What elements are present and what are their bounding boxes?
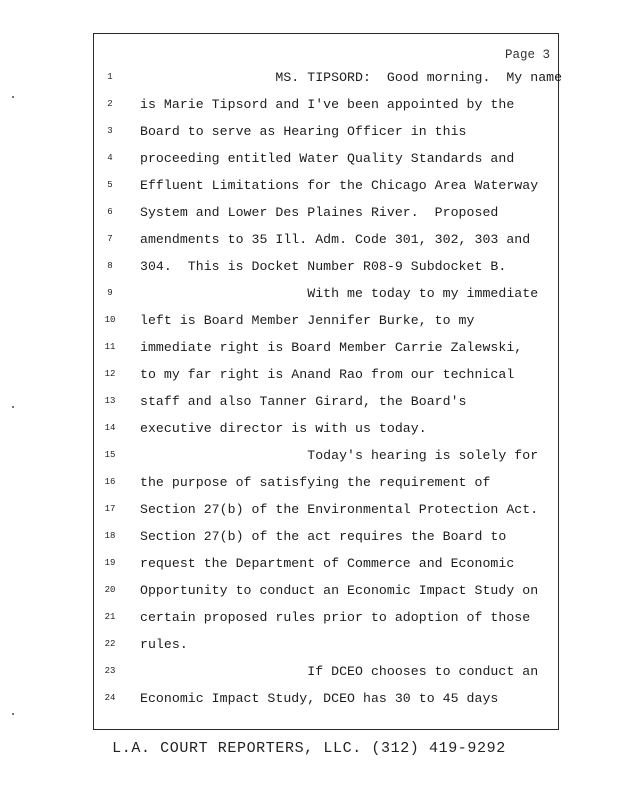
line-number: 7 <box>107 234 113 244</box>
transcript-page <box>93 33 563 730</box>
line-text: amendments to 35 Ill. Adm. Code 301, 302, 303 and <box>140 232 531 247</box>
line-text: is Marie Tipsord and I've been appointed by the <box>140 97 515 112</box>
transcript-line <box>94 691 558 715</box>
line-text: With me today to my immediate <box>140 286 539 301</box>
transcript-line <box>94 394 558 418</box>
transcript-line <box>94 583 558 607</box>
transcript-line <box>94 313 558 337</box>
line-number: 21 <box>104 612 116 622</box>
line-number: 6 <box>107 207 113 217</box>
scan-speck <box>12 96 14 98</box>
transcript-line <box>94 529 558 553</box>
page-number: Page 3 <box>504 48 550 62</box>
line-number: 20 <box>104 585 116 595</box>
line-text: left is Board Member Jennifer Burke, to my <box>140 313 475 328</box>
line-text: Section 27(b) of the act requires the Board to <box>140 529 507 544</box>
transcript-line <box>94 664 558 688</box>
line-number: 10 <box>104 315 116 325</box>
line-text: the purpose of satisfying the requirement of <box>140 475 491 490</box>
transcript-line <box>94 205 558 229</box>
line-number: 11 <box>104 342 116 352</box>
line-number: 22 <box>104 639 116 649</box>
scan-speck <box>12 406 14 408</box>
line-text: If DCEO chooses to conduct an <box>140 664 539 679</box>
line-text: immediate right is Board Member Carrie Zalewski, <box>140 340 523 355</box>
line-number: 3 <box>107 126 113 136</box>
line-number: 18 <box>104 531 116 541</box>
transcript-line <box>94 259 558 283</box>
line-number: 24 <box>104 693 116 703</box>
line-number: 2 <box>107 99 113 109</box>
transcript-line <box>94 502 558 526</box>
page-footer: L.A. COURT REPORTERS, LLC. (312) 419-9292 <box>112 740 506 757</box>
line-number: 4 <box>107 153 113 163</box>
line-number: 23 <box>104 666 116 676</box>
transcript-line <box>94 151 558 175</box>
line-text: certain proposed rules prior to adoption of those <box>140 610 531 625</box>
transcript-line <box>94 448 558 472</box>
line-text: Economic Impact Study, DCEO has 30 to 45 days <box>140 691 499 706</box>
line-number: 9 <box>107 288 113 298</box>
transcript-line <box>94 124 558 148</box>
line-text: Board to serve as Hearing Officer in this <box>140 124 467 139</box>
transcript-line <box>94 70 563 94</box>
transcript-line <box>94 286 558 310</box>
line-text: MS. TIPSORD: Good morning. My name <box>140 70 563 85</box>
line-number: 1 <box>107 72 113 82</box>
line-number: 17 <box>104 504 116 514</box>
transcript-line <box>94 475 558 499</box>
line-text: Today's hearing is solely for <box>140 448 539 463</box>
line-text: request the Department of Commerce and Economic <box>140 556 515 571</box>
line-text: proceeding entitled Water Quality Standards and <box>140 151 515 166</box>
line-text: to my far right is Anand Rao from our technical <box>140 367 515 382</box>
line-text: System and Lower Des Plaines River. Proposed <box>140 205 499 220</box>
transcript-line <box>94 97 558 121</box>
line-number: 5 <box>107 180 113 190</box>
line-number: 19 <box>104 558 116 568</box>
line-text: staff and also Tanner Girard, the Board's <box>140 394 467 409</box>
line-number: 15 <box>104 450 116 460</box>
transcript-line <box>94 178 558 202</box>
line-text: Opportunity to conduct an Economic Impact Study on <box>140 583 539 598</box>
transcript-line <box>94 610 558 634</box>
line-text: Section 27(b) of the Environmental Protection Act. <box>140 502 539 517</box>
line-text: 304. This is Docket Number R08-9 Subdocket B. <box>140 259 507 274</box>
line-number: 12 <box>104 369 116 379</box>
line-text: rules. <box>140 637 188 652</box>
transcript-line <box>94 637 558 661</box>
line-text: executive director is with us today. <box>140 421 427 436</box>
line-text: Effluent Limitations for the Chicago Area Waterway <box>140 178 539 193</box>
transcript-line <box>94 367 558 391</box>
line-number: 8 <box>107 261 113 271</box>
line-number: 14 <box>104 423 116 433</box>
transcript-line <box>94 232 558 256</box>
scan-speck <box>12 713 14 715</box>
line-number: 16 <box>104 477 116 487</box>
transcript-line <box>94 340 558 364</box>
line-number: 13 <box>104 396 116 406</box>
transcript-line <box>94 556 558 580</box>
transcript-line <box>94 421 558 445</box>
